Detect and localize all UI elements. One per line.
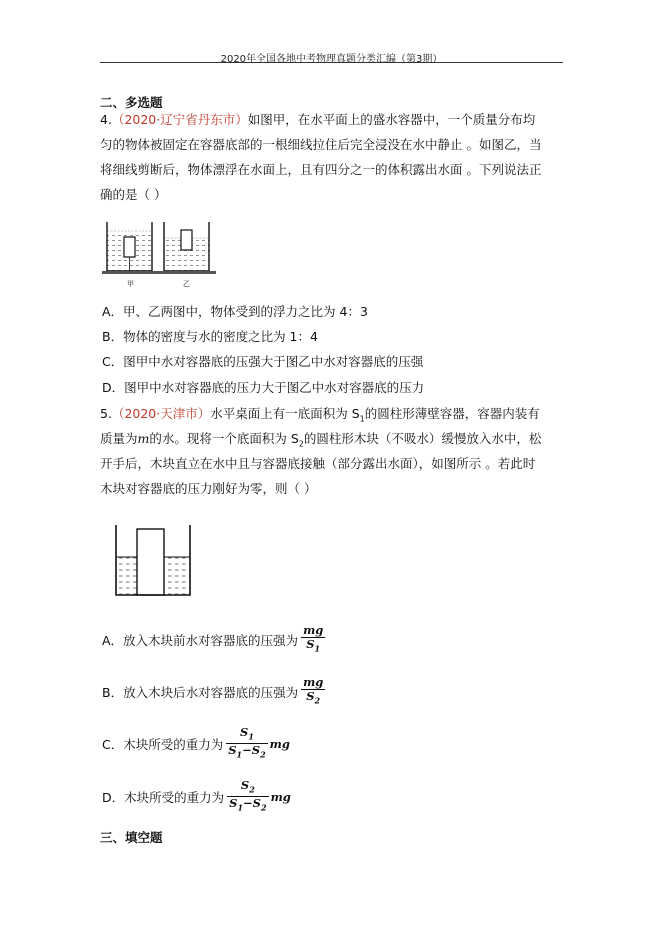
q4-text-1: 如图甲，在水平面上的盛水容器中，一个质量分布均 [247,112,536,127]
q4-option-d[interactable]: D．图甲中水对容器底的压力大于图乙中水对容器底的压力 [102,380,425,395]
q5-text-1b: 的圆柱形薄壁容器，容器内装有 [364,406,540,421]
q5-source: （2020·天津市） [111,406,211,421]
q5-option-b-fraction [301,676,325,707]
frac-d-num: S [240,778,250,792]
frac-c-num: S [240,725,249,739]
q4-line-1 [100,112,570,128]
q5-option-c-text: C．木块所受的重力为 [102,736,224,752]
q5-text-2a: 质量为 [100,431,138,446]
q5-option-a-fraction [301,624,325,655]
frac-c-den-sub2: 2 [260,749,266,760]
section-title-fill: 三、填空题 [100,830,163,845]
q5-text-2c: 的圆柱形木块（不吸水）缓慢放入水中，松 [303,431,542,446]
q4-line-3: 将细线剪断后，物体漂浮在水面上，且有四分之一的体积露出水面 。下列说法正 [100,162,542,177]
q5-sub-1: 1 [359,414,365,424]
q5-wood-block [137,529,164,595]
q5-option-d-text: D．木块所受的重力为 [102,789,225,805]
frac-a-num: mg [303,623,324,637]
frac-d-num-sub: 2 [249,784,255,795]
frac-c-num-sub: 1 [248,731,254,742]
frac-b-num: mg [303,675,324,689]
q4-source: （2020·辽宁省丹东市） [111,112,248,127]
q5-line-2 [100,431,570,453]
frac-b-den-sub: 2 [314,695,321,706]
frac-c-den: S [228,743,237,758]
q5-option-c[interactable] [102,726,290,762]
frac-d-den: S [229,796,238,811]
frac-d-den-sub1: 1 [237,802,244,813]
caption-jia: 甲 [127,280,134,288]
ground-surface [102,271,216,274]
q5-option-d-mg: mg [270,789,291,804]
q5-option-c-fraction [226,726,267,762]
q5-var-m: m [137,431,150,446]
frac-a-den-sub: 1 [314,643,321,654]
q4-option-c[interactable]: C．图甲中水对容器底的压强大于图乙中水对容器底的压强 [102,354,424,369]
caption-yi: 乙 [183,280,190,288]
q5-option-a[interactable] [102,624,325,655]
frac-b-den: S [306,689,315,703]
q4-number: 4. [100,112,112,127]
q4-line-2: 匀的物体被固定在容器底部的一根细线拉住后完全浸没在水中静止 。如图乙，当 [100,137,542,152]
frac-c-den-op: − [242,743,252,758]
q4-option-a[interactable]: A．甲、乙两图中，物体受到的浮力之比为 4：3 [102,304,368,319]
q5-line-3: 开手后，木块直立在水中且与容器底接触（部分露出水面），如图所示 。若此时 [100,456,536,471]
q5-text-1a: 水平桌面上有一底面积为 S [210,406,360,421]
container-jia [107,222,152,271]
q5-figure [112,525,194,599]
q5-text-2b: 的水。现将一个底面积为 S [149,431,299,446]
container-yi [164,222,209,271]
frac-d-den2: S [252,796,261,811]
q4-line-4: 确的是（ ） [100,187,167,202]
q5-line-4: 木块对容器底的压力刚好为零，则（ ） [100,481,317,496]
q5-number: 5. [100,406,112,421]
q5-line-1 [100,406,570,428]
frac-d-den-sub2: 2 [260,802,267,813]
q5-option-b[interactable] [102,676,325,707]
frac-c-den-sub1: 1 [236,749,243,760]
q5-option-b-text: B．放入木块后水对容器底的压强为 [102,684,299,700]
frac-a-den: S [306,637,315,651]
q4-figure [100,218,220,293]
q5-option-c-mg: mg [269,736,290,751]
page-header-title: 2020年全国各地中考物理真题分类汇编（第3期） [220,54,443,65]
header-divider [100,62,563,63]
frac-d-den-op: − [243,796,253,811]
q5-option-a-text: A．放入木块前水对容器底的压强为 [102,632,299,648]
frac-c-den2: S [251,743,261,758]
q4-option-b[interactable]: B．物体的密度与水的密度之比为 1：4 [102,329,318,344]
q5-option-d-fraction [227,779,268,815]
q5-option-d[interactable] [102,779,291,815]
section-title-multi: 二、多选题 [100,95,163,110]
q5-sub-2: 2 [298,439,304,449]
